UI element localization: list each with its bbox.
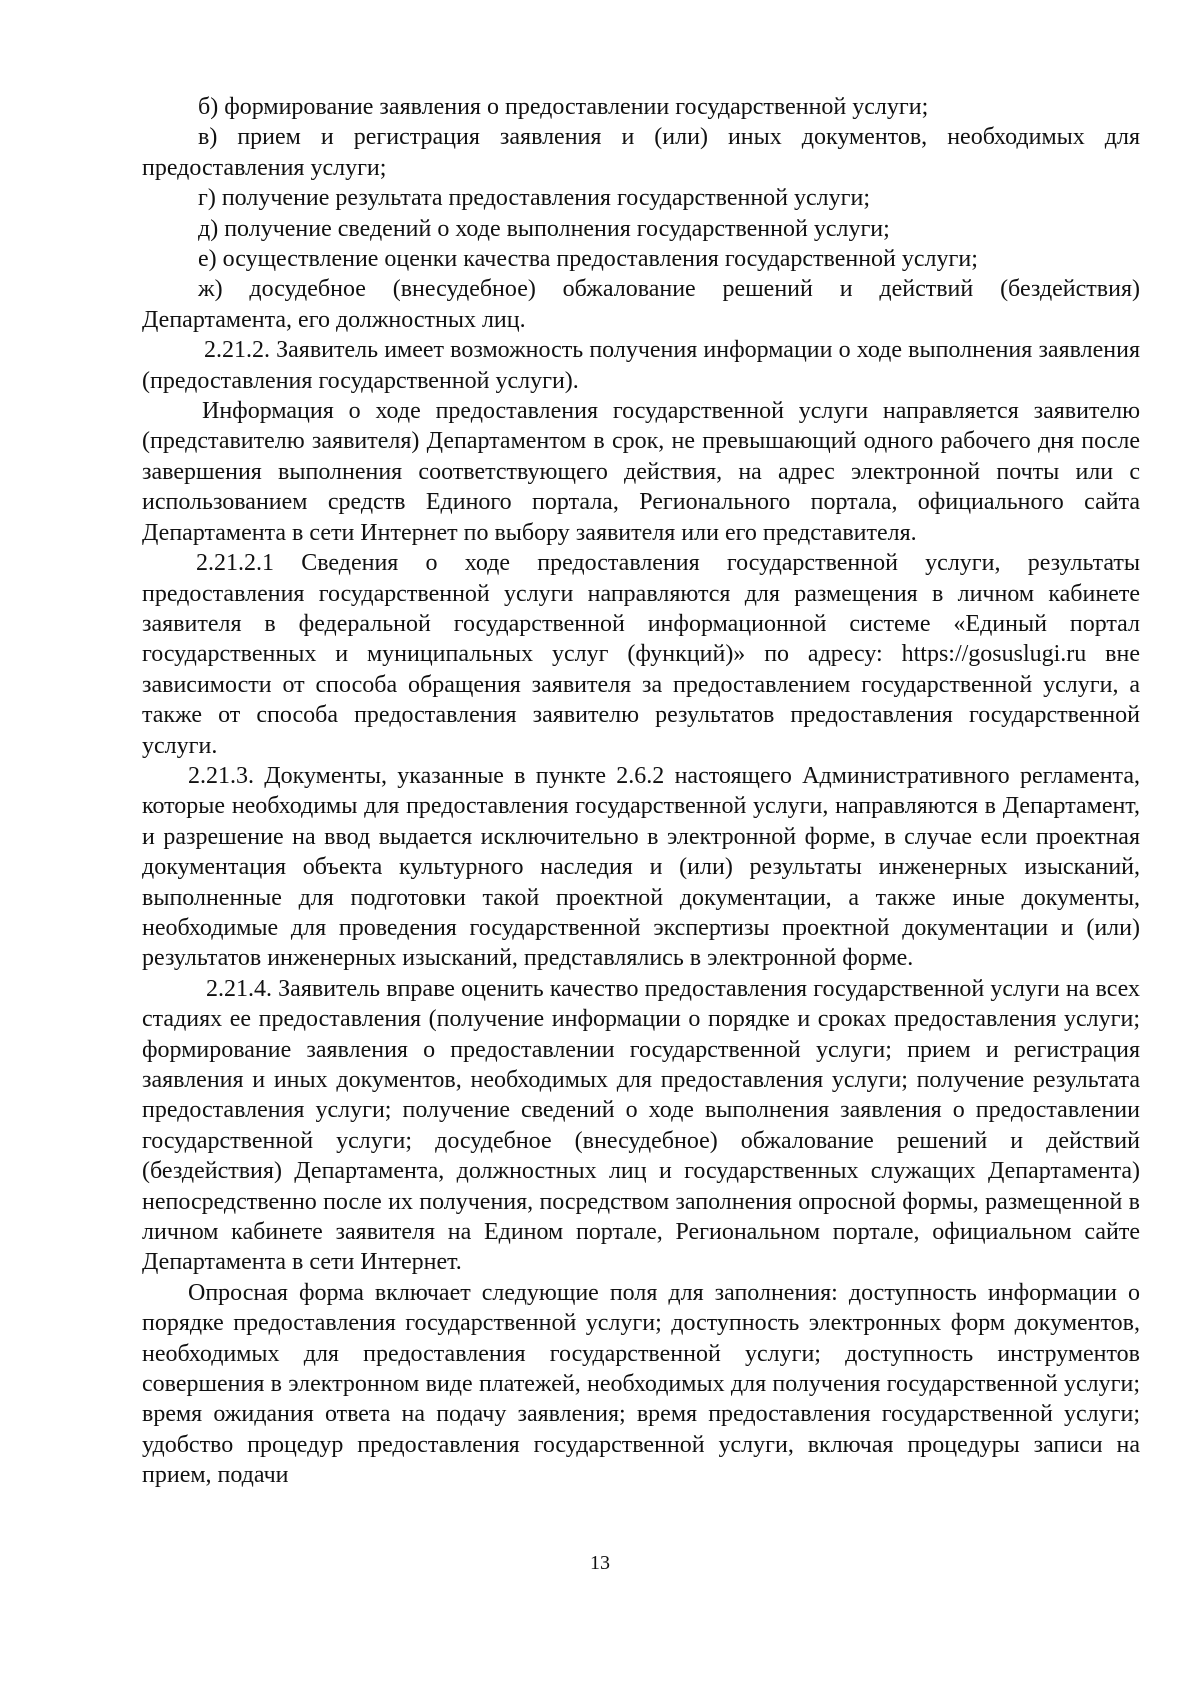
clause-2-21-4: 2.21.4. Заявитель вправе оценить качество предоставления государственной услуги на всех стадиях ее предоставления (получение информации о порядке и сроках предоставления услуги; формирование заявления о предоставлении государственной услуги; прием и регистрация заявления и иных документов, необходимых для предоставления услуги; получение результата предоставления услуги; получение сведений о ходе выполнения заявления о предоставлении государственной услуги; досудебное (внесудебное) обжалование решений и действий (бездействия) Департамента, должностных лиц и государственных служащих Департамента) непосредственно после их получения, посредством заполнения опросной формы, размещенной в личном кабинете заявителя на Едином портале, Региональном портале, официальном сайте Департамента в сети Интернет. (142, 975, 1140, 1276)
clause-2-21-2: 2.21.2. Заявитель имеет возможность получения информации о ходе выполнения заявления (предоставления государственной услуги). (142, 337, 1140, 394)
paragraph-survey-form: Опросная форма включает следующие поля для заполнения: доступность информации о порядке предоставления государственной услуги; доступность электронных форм документов, необходимых для предоставления государственной услуги; доступность инструментов совершения в электронном виде платежей, необходимых для получения государственной услуги; время ожидания ответа на подачу заявления; время предоставления государственной услуги; удобство процедур предоставления государственной услуги, включая процедуры записи на прием, подачи (142, 1279, 1140, 1489)
list-item-b: б) формирование заявления о предоставлении государственной услуги; (198, 94, 929, 120)
list-item-zh: ж) досудебное (внесудебное) обжалование решений и действий (бездействия) Департамента, его должностных лиц. (142, 276, 1140, 333)
document-body (142, 92, 1140, 1491)
paragraph-progress-info: Информация о ходе предоставления государственной услуги направляется заявителю (представителю заявителя) Департаментом в срок, не превышающий одного рабочего дня после завершения выполнения соответствующего действия, на адрес электронной почты или с использованием средств Единого портала, Регионального портала, официального сайта Департамента в сети Интернет по выбору заявителя или его представителя. (142, 398, 1140, 546)
page-number: 13 (590, 1552, 610, 1574)
list-item-d: д) получение сведений о ходе выполнения государственной услуги; (198, 215, 890, 242)
clause-2-21-2-1: 2.21.2.1 Сведения о ходе предоставления государственной услуги, результаты предоставления государственной услуги направляются для размещения в личном кабинете заявителя в федеральной государственной информационной системе «Единый портал государственных и муниципальных услуг (функций)» по адресу: https://gosuslugi.ru вне зависимости от способа обращения заявителя за предоставлением государственной услуги, а также от способа предоставления заявителю результатов предоставления государственной услуги. (142, 550, 1140, 759)
list-item-e: е) осуществление оценки качества предоставления государственной услуги; (198, 246, 978, 273)
list-item-g: г) получение результата предоставления государственной услуги; (198, 185, 870, 212)
clause-2-21-3: 2.21.3. Документы, указанные в пункте 2.6.2 настоящего Административного регламента, которые необходимы для предоставления государственной услуги, направляются в Департамент, и разрешение на ввод выдается исключительно в электронной форме, в случае если проектная документация объекта культурного наследия и (или) результаты инженерных изысканий, выполненные для подготовки такой проектной документации, а также иные документы, необходимые для проведения государственной экспертизы проектной документации и (или) результатов инженерных изысканий, представлялись в электронной форме. (142, 762, 1140, 972)
list-item-v: в) прием и регистрация заявления и (или) иных документов, необходимых для предоставления услуги; (142, 124, 1140, 181)
